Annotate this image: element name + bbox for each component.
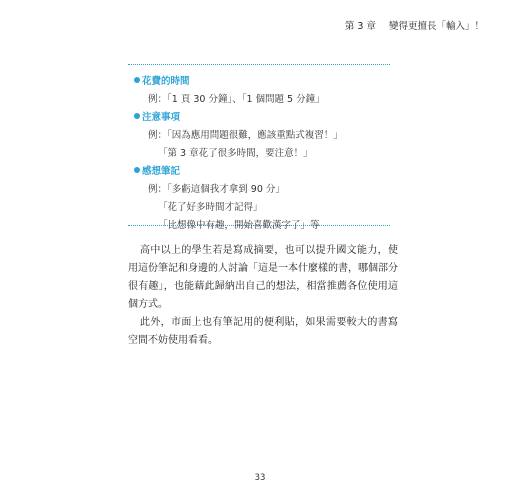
notes-example-1: 例：「因為應用問題很難，應該重點式複習！」: [148, 130, 343, 141]
time-example: 例：「1 頁 30 分鐘」、「1 個問題 5 分鐘」: [148, 94, 325, 105]
running-header: [345, 18, 484, 32]
chapter-number: 第 3 章: [344, 21, 376, 32]
notes-heading: 注意事項: [142, 109, 180, 123]
feel-example-3: 「比想像中有趣，開始喜歡漢字了」等: [158, 220, 320, 231]
time-heading: 花費的時間: [142, 73, 190, 87]
tip-box: [128, 64, 390, 231]
body-text: [128, 242, 398, 350]
notes-example-2: 「第 3 章花了很多時間，要注意！」: [158, 148, 313, 159]
feel-example-1: 例：「多虧這個我才拿到 90 分」: [148, 184, 285, 195]
feel-heading: 感想筆記: [142, 163, 180, 177]
page-number: 33: [254, 473, 266, 483]
paragraph-2: 此外，市面上也有筆記用的便利貼，如果需要較大的書寫空間不妨使用看看。: [128, 317, 398, 346]
chapter-title: 變得更擅長「輸入」！: [388, 21, 484, 32]
feel-example-2: 「花了好多時間才記得」: [158, 202, 263, 213]
paragraph-1: 高中以上的學生若是寫成摘要，也可以提升國文能力，使用這份筆記和身邊的人討論「這是一本什麼樣的書，哪個部分很有趣」，也能藉此歸納出自己的想法，相當推薦各位使用這個方式。: [128, 245, 398, 310]
